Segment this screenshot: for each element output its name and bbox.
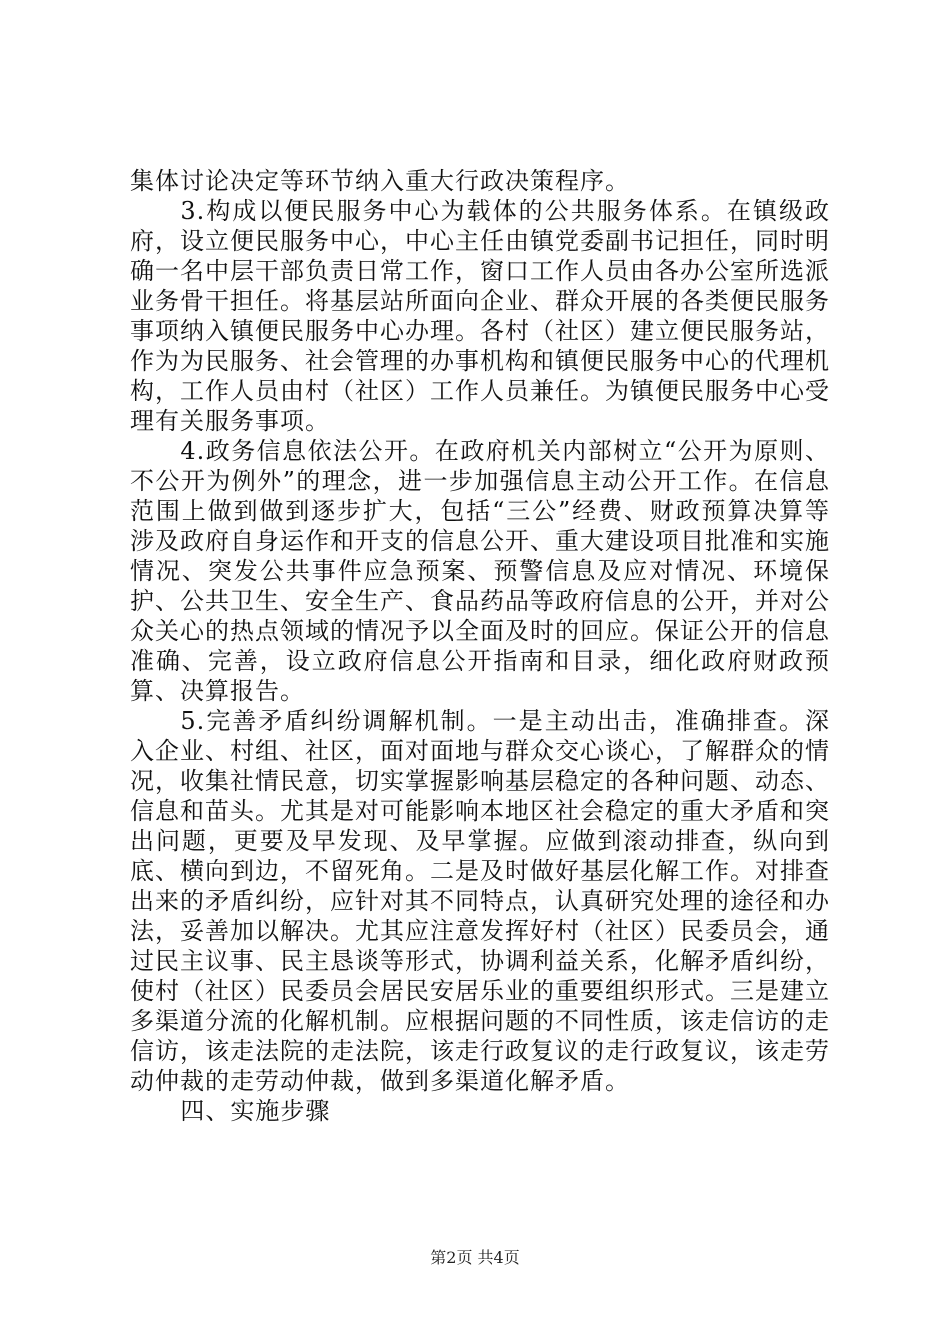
- paragraph-section-4: 4.政务信息依法公开。在政府机关内部树立“公开为原则、不公开为例外”的理念，进一步加强信息主动公开工作。在信息范围上做到做到逐步扩大，包括“三公”经费、财政预算决算等涉及政府自身运作和开支的信息公开、重大建设项目批准和实施情况、突发公共事件应急预案、预警信息及应对情况、环境保护、公共卫生、安全生产、食品药品等政府信息的公开，并对公众关心的热点领域的情况予以全面及时的回应。保证公开的信息准确、完善，设立政府信息公开指南和目录，细化政府财政预算、决算报告。: [130, 437, 830, 705]
- page-number-footer: 第2页 共4页: [430, 1248, 520, 1267]
- paragraph-section-3: 3.构成以便民服务中心为载体的公共服务体系。在镇级政府，设立便民服务中心，中心主任由镇党委副书记担任，同时明确一名中层干部负责日常工作，窗口工作人员由各办公室所选派业务骨干担任。将基层站所面向企业、群众开展的各类便民服务事项纳入镇便民服务中心办理。各村（社区）建立便民服务站，作为为民服务、社会管理的办事机构和镇便民服务中心的代理机构，工作人员由村（社区）工作人员兼任。为镇便民服务中心受理有关服务事项。: [130, 197, 830, 435]
- paragraph-continuation: 集体讨论决定等环节纳入重大行政决策程序。: [130, 167, 630, 195]
- section-heading-implementation-steps: 四、实施步骤: [180, 1097, 331, 1125]
- document-body: [130, 166, 830, 1126]
- paragraph-section-5: 5.完善矛盾纠纷调解机制。一是主动出击，准确排查。深入企业、村组、社区，面对面地与群众交心谈心，了解群众的情况，收集社情民意，切实掌握影响基层稳定的各种问题、动态、信息和苗头。尤其是对可能影响本地区社会稳定的重大矛盾和突出问题，更要及早发现、及早掌握。应做到滚动排查，纵向到底、横向到边，不留死角。二是及时做好基层化解工作。对排查出来的矛盾纠纷，应针对其不同特点，认真研究处理的途径和办法，妥善加以解决。尤其应注意发挥好村（社区）民委员会，通过民主议事、民主恳谈等形式，协调利益关系，化解矛盾纠纷，使村（社区）民委员会居民安居乐业的重要组织形式。三是建立多渠道分流的化解机制。应根据问题的不同性质，该走信访的走信访，该走法院的走法院，该走行政复议的走行政复议，该走劳动仲裁的走劳动仲裁，做到多渠道化解矛盾。: [130, 707, 830, 1095]
